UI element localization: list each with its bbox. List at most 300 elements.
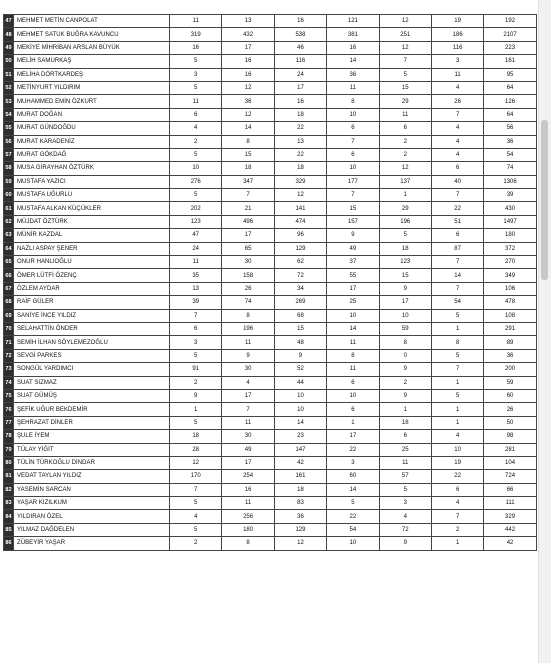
- count-cell: 3: [379, 497, 431, 510]
- row-number: 58: [4, 162, 14, 175]
- count-cell: 18: [222, 162, 274, 175]
- person-name: METİNYURT YILDIRIM: [14, 81, 170, 94]
- person-name: SANİYE İNCE YILDIZ: [14, 309, 170, 322]
- count-cell: 5: [431, 349, 483, 362]
- row-number: 47: [4, 15, 14, 28]
- count-cell: 6: [431, 162, 483, 175]
- total-cell: 291: [484, 322, 536, 335]
- table-row: [4, 202, 537, 215]
- count-cell: 2: [379, 376, 431, 389]
- count-cell: 1: [431, 322, 483, 335]
- person-name: TÜLAY YİĞİT: [14, 443, 170, 456]
- count-cell: 5: [379, 68, 431, 81]
- row-number: 73: [4, 363, 14, 376]
- row-number: 77: [4, 416, 14, 429]
- count-cell: 7: [431, 256, 483, 269]
- table-row: [4, 269, 537, 282]
- count-cell: 474: [274, 215, 326, 228]
- person-name: MÜJDAT ÖZTÜRK: [14, 215, 170, 228]
- count-cell: 7: [431, 282, 483, 295]
- count-cell: 6: [379, 122, 431, 135]
- total-cell: 36: [484, 349, 536, 362]
- count-cell: 196: [222, 322, 274, 335]
- total-cell: 95: [484, 68, 536, 81]
- person-name: SEVGİ PARKES: [14, 349, 170, 362]
- total-cell: 56: [484, 122, 536, 135]
- scrollbar-thumb[interactable]: [541, 120, 548, 280]
- person-name: MÜNİR KAZDAL: [14, 229, 170, 242]
- table-row: [4, 81, 537, 94]
- count-cell: 60: [327, 470, 379, 483]
- count-cell: 177: [327, 175, 379, 188]
- count-cell: 269: [274, 296, 326, 309]
- count-cell: 16: [222, 55, 274, 68]
- count-cell: 10: [327, 309, 379, 322]
- table-row: [4, 537, 537, 550]
- count-cell: 37: [327, 256, 379, 269]
- count-cell: 8: [379, 336, 431, 349]
- count-cell: 9: [379, 282, 431, 295]
- count-cell: 18: [379, 242, 431, 255]
- total-cell: 2107: [484, 28, 536, 41]
- total-cell: 1497: [484, 215, 536, 228]
- count-cell: 49: [327, 242, 379, 255]
- count-cell: 4: [431, 148, 483, 161]
- count-cell: 96: [274, 229, 326, 242]
- count-cell: 18: [274, 162, 326, 175]
- count-cell: 11: [327, 81, 379, 94]
- person-name: NAZLI ASPAY ŞENER: [14, 242, 170, 255]
- count-cell: 44: [274, 376, 326, 389]
- count-cell: 14: [327, 322, 379, 335]
- table-body: [4, 15, 537, 551]
- table-row: [4, 376, 537, 389]
- total-cell: 64: [484, 108, 536, 121]
- row-number: 60: [4, 189, 14, 202]
- count-cell: 54: [327, 523, 379, 536]
- count-cell: 14: [327, 55, 379, 68]
- row-number: 68: [4, 296, 14, 309]
- table-row: [4, 68, 537, 81]
- count-cell: 72: [274, 269, 326, 282]
- count-cell: 91: [170, 363, 222, 376]
- count-cell: 8: [327, 95, 379, 108]
- count-cell: 254: [222, 470, 274, 483]
- row-number: 82: [4, 483, 14, 496]
- count-cell: 4: [431, 430, 483, 443]
- count-cell: 2: [379, 135, 431, 148]
- table-row: [4, 389, 537, 402]
- table-row: [4, 108, 537, 121]
- count-cell: 11: [222, 497, 274, 510]
- row-number: 81: [4, 470, 14, 483]
- person-name: SUAT GÜMÜŞ: [14, 389, 170, 402]
- count-cell: 35: [170, 269, 222, 282]
- count-cell: 6: [327, 376, 379, 389]
- person-name: ÖZLEM AYDAR: [14, 282, 170, 295]
- table-row: [4, 296, 537, 309]
- count-cell: 65: [222, 242, 274, 255]
- count-cell: 5: [379, 229, 431, 242]
- count-cell: 10: [327, 537, 379, 550]
- count-cell: 9: [379, 537, 431, 550]
- count-cell: 158: [222, 269, 274, 282]
- count-cell: 8: [222, 135, 274, 148]
- row-number: 69: [4, 309, 14, 322]
- count-cell: 7: [170, 483, 222, 496]
- table-row: [4, 175, 537, 188]
- count-cell: 22: [274, 148, 326, 161]
- count-cell: 36: [222, 95, 274, 108]
- count-cell: 1: [170, 403, 222, 416]
- table-row: [4, 483, 537, 496]
- count-cell: 14: [222, 122, 274, 135]
- count-cell: 17: [327, 430, 379, 443]
- row-number: 66: [4, 269, 14, 282]
- row-number: 84: [4, 510, 14, 523]
- count-cell: 0: [379, 349, 431, 362]
- person-name: MUSTAFA UĞURLU: [14, 189, 170, 202]
- count-cell: 22: [431, 470, 483, 483]
- count-cell: 36: [327, 68, 379, 81]
- person-name: ŞULE İYEM: [14, 430, 170, 443]
- count-cell: 29: [379, 95, 431, 108]
- table-row: [4, 523, 537, 536]
- count-cell: 7: [327, 189, 379, 202]
- count-cell: 12: [379, 15, 431, 28]
- person-name: YAŞAR KIZILKUM: [14, 497, 170, 510]
- count-cell: 11: [327, 336, 379, 349]
- count-cell: 5: [170, 523, 222, 536]
- count-cell: 123: [379, 256, 431, 269]
- count-cell: 4: [170, 510, 222, 523]
- table-row: [4, 242, 537, 255]
- person-name: ŞEFİK UĞUR BEKDEMİR: [14, 403, 170, 416]
- count-cell: 4: [222, 376, 274, 389]
- count-cell: 26: [431, 95, 483, 108]
- count-cell: 7: [222, 403, 274, 416]
- count-cell: 19: [431, 456, 483, 469]
- count-cell: 9: [379, 363, 431, 376]
- count-cell: 18: [379, 416, 431, 429]
- count-cell: 30: [222, 430, 274, 443]
- vertical-scrollbar[interactable]: [538, 0, 551, 663]
- count-cell: 11: [327, 363, 379, 376]
- count-cell: 7: [327, 135, 379, 148]
- count-cell: 276: [170, 175, 222, 188]
- count-cell: 5: [431, 389, 483, 402]
- count-cell: 5: [170, 497, 222, 510]
- count-cell: 1: [431, 403, 483, 416]
- row-number: 52: [4, 81, 14, 94]
- count-cell: 22: [327, 510, 379, 523]
- count-cell: 18: [274, 108, 326, 121]
- count-cell: 15: [379, 269, 431, 282]
- count-cell: 3: [170, 336, 222, 349]
- row-number: 55: [4, 122, 14, 135]
- count-cell: 68: [274, 309, 326, 322]
- count-cell: 62: [274, 256, 326, 269]
- count-cell: 12: [379, 41, 431, 54]
- count-cell: 19: [431, 15, 483, 28]
- count-cell: 3: [327, 456, 379, 469]
- count-cell: 7: [222, 189, 274, 202]
- count-cell: 4: [431, 135, 483, 148]
- count-cell: 42: [274, 456, 326, 469]
- total-cell: 281: [484, 443, 536, 456]
- count-cell: 1: [431, 416, 483, 429]
- table-row: [4, 55, 537, 68]
- row-number: 86: [4, 537, 14, 550]
- table-row: [4, 256, 537, 269]
- count-cell: 6: [431, 483, 483, 496]
- person-name: MURAT KARADENİZ: [14, 135, 170, 148]
- count-cell: 6: [327, 403, 379, 416]
- row-number: 83: [4, 497, 14, 510]
- total-cell: 200: [484, 363, 536, 376]
- count-cell: 8: [222, 309, 274, 322]
- count-cell: 4: [170, 122, 222, 135]
- total-cell: 442: [484, 523, 536, 536]
- count-cell: 123: [170, 215, 222, 228]
- total-cell: 329: [484, 510, 536, 523]
- person-name: MURAT DOĞAN: [14, 108, 170, 121]
- count-cell: 3: [431, 55, 483, 68]
- person-name: VEDAT TAYLAN YILDIZ: [14, 470, 170, 483]
- count-cell: 17: [379, 296, 431, 309]
- count-cell: 5: [170, 148, 222, 161]
- count-cell: 129: [274, 523, 326, 536]
- count-cell: 18: [170, 430, 222, 443]
- count-cell: 10: [274, 389, 326, 402]
- total-cell: 349: [484, 269, 536, 282]
- count-cell: 10: [327, 162, 379, 175]
- person-name: MELİHA DÖRTKARDEŞ: [14, 68, 170, 81]
- count-cell: 16: [222, 483, 274, 496]
- total-cell: 98: [484, 430, 536, 443]
- table-row: [4, 456, 537, 469]
- count-cell: 24: [170, 242, 222, 255]
- count-cell: 161: [274, 470, 326, 483]
- row-number: 49: [4, 41, 14, 54]
- count-cell: 251: [379, 28, 431, 41]
- count-cell: 14: [274, 416, 326, 429]
- count-cell: 5: [170, 416, 222, 429]
- count-cell: 34: [274, 282, 326, 295]
- count-cell: 11: [222, 416, 274, 429]
- row-number: 72: [4, 349, 14, 362]
- count-cell: 256: [222, 510, 274, 523]
- row-number: 51: [4, 68, 14, 81]
- row-number: 85: [4, 523, 14, 536]
- total-cell: 59: [484, 376, 536, 389]
- count-cell: 5: [170, 189, 222, 202]
- count-cell: 6: [170, 322, 222, 335]
- count-cell: 4: [431, 122, 483, 135]
- count-cell: 12: [379, 162, 431, 175]
- table-row: [4, 497, 537, 510]
- person-name: ZÜBEYİR YAŞAR: [14, 537, 170, 550]
- table-row: [4, 336, 537, 349]
- count-cell: 30: [222, 256, 274, 269]
- total-cell: 60: [484, 389, 536, 402]
- table-row: [4, 135, 537, 148]
- person-name: MUHAMMED EMİN ÖZKURT: [14, 95, 170, 108]
- count-cell: 2: [379, 148, 431, 161]
- person-name: MURAT GÜNDOĞDU: [14, 122, 170, 135]
- author-count-table: [3, 14, 537, 551]
- count-cell: 16: [222, 68, 274, 81]
- total-cell: 270: [484, 256, 536, 269]
- count-cell: 13: [170, 282, 222, 295]
- person-name: MUSA GİRAYHAN ÖZTÜRK: [14, 162, 170, 175]
- count-cell: 11: [431, 68, 483, 81]
- table-row: [4, 416, 537, 429]
- count-cell: 6: [379, 430, 431, 443]
- count-cell: 3: [170, 68, 222, 81]
- table-row: [4, 122, 537, 135]
- count-cell: 141: [274, 202, 326, 215]
- table-row: [4, 363, 537, 376]
- person-name: MEHMET METİN CANPOLAT: [14, 15, 170, 28]
- count-cell: 10: [327, 389, 379, 402]
- total-cell: 724: [484, 470, 536, 483]
- total-cell: 26: [484, 403, 536, 416]
- count-cell: 319: [170, 28, 222, 41]
- count-cell: 5: [170, 81, 222, 94]
- count-cell: 17: [222, 456, 274, 469]
- table-row: [4, 189, 537, 202]
- table-row: [4, 322, 537, 335]
- count-cell: 12: [274, 189, 326, 202]
- count-cell: 83: [274, 497, 326, 510]
- count-cell: 48: [274, 336, 326, 349]
- table-row: [4, 95, 537, 108]
- count-cell: 49: [222, 443, 274, 456]
- count-cell: 52: [274, 363, 326, 376]
- document-page: [3, 14, 536, 551]
- count-cell: 16: [327, 41, 379, 54]
- count-cell: 381: [327, 28, 379, 41]
- count-cell: 51: [431, 215, 483, 228]
- count-cell: 11: [170, 256, 222, 269]
- row-number: 74: [4, 376, 14, 389]
- person-name: SONGÜL YARDIMCI: [14, 363, 170, 376]
- count-cell: 2: [170, 135, 222, 148]
- count-cell: 6: [170, 108, 222, 121]
- table-row: [4, 430, 537, 443]
- count-cell: 11: [170, 95, 222, 108]
- count-cell: 4: [431, 497, 483, 510]
- count-cell: 28: [170, 443, 222, 456]
- count-cell: 7: [431, 189, 483, 202]
- row-number: 62: [4, 215, 14, 228]
- count-cell: 186: [431, 28, 483, 41]
- row-number: 78: [4, 430, 14, 443]
- count-cell: 180: [222, 523, 274, 536]
- count-cell: 14: [327, 483, 379, 496]
- person-name: YILDIRAN ÖZEL: [14, 510, 170, 523]
- count-cell: 10: [379, 309, 431, 322]
- total-cell: 1306: [484, 175, 536, 188]
- count-cell: 202: [170, 202, 222, 215]
- count-cell: 9: [274, 349, 326, 362]
- row-number: 70: [4, 322, 14, 335]
- count-cell: 59: [379, 322, 431, 335]
- row-number: 71: [4, 336, 14, 349]
- total-cell: 66: [484, 483, 536, 496]
- person-name: TÜLİN TÜRKOĞLU DİNDAR: [14, 456, 170, 469]
- count-cell: 7: [431, 510, 483, 523]
- row-number: 59: [4, 175, 14, 188]
- table-row: [4, 349, 537, 362]
- count-cell: 8: [431, 336, 483, 349]
- count-cell: 170: [170, 470, 222, 483]
- count-cell: 2: [170, 376, 222, 389]
- count-cell: 22: [431, 202, 483, 215]
- person-name: MEKİYE MİHRİBAN ARSLAN BÜYÜK: [14, 41, 170, 54]
- count-cell: 157: [327, 215, 379, 228]
- count-cell: 5: [170, 349, 222, 362]
- person-name: MELİH SAMURKAŞ: [14, 55, 170, 68]
- row-number: 64: [4, 242, 14, 255]
- total-cell: 39: [484, 189, 536, 202]
- count-cell: 11: [379, 456, 431, 469]
- count-cell: 17: [327, 282, 379, 295]
- table-row: [4, 215, 537, 228]
- count-cell: 18: [274, 483, 326, 496]
- person-name: ONUR HANLIOĞLU: [14, 256, 170, 269]
- count-cell: 11: [379, 108, 431, 121]
- total-cell: 430: [484, 202, 536, 215]
- total-cell: 89: [484, 336, 536, 349]
- person-name: MURAT GÖKDAĞ: [14, 148, 170, 161]
- total-cell: 42: [484, 537, 536, 550]
- count-cell: 9: [170, 389, 222, 402]
- count-cell: 12: [274, 537, 326, 550]
- count-cell: 4: [431, 81, 483, 94]
- person-name: MEHMET SATUK BUĞRA KAVUNCU: [14, 28, 170, 41]
- count-cell: 17: [222, 229, 274, 242]
- count-cell: 22: [327, 443, 379, 456]
- person-name: MUSTAFA YAZICI: [14, 175, 170, 188]
- count-cell: 17: [222, 41, 274, 54]
- total-cell: 104: [484, 456, 536, 469]
- count-cell: 5: [379, 483, 431, 496]
- count-cell: 14: [431, 269, 483, 282]
- count-cell: 147: [274, 443, 326, 456]
- count-cell: 74: [222, 296, 274, 309]
- count-cell: 21: [222, 202, 274, 215]
- count-cell: 54: [431, 296, 483, 309]
- count-cell: 8: [222, 537, 274, 550]
- count-cell: 16: [274, 15, 326, 28]
- count-cell: 12: [222, 81, 274, 94]
- count-cell: 15: [222, 148, 274, 161]
- count-cell: 10: [431, 443, 483, 456]
- count-cell: 40: [431, 175, 483, 188]
- count-cell: 1: [431, 537, 483, 550]
- row-number: 48: [4, 28, 14, 41]
- count-cell: 116: [431, 41, 483, 54]
- count-cell: 15: [274, 322, 326, 335]
- count-cell: 13: [274, 135, 326, 148]
- row-number: 67: [4, 282, 14, 295]
- row-number: 61: [4, 202, 14, 215]
- count-cell: 137: [379, 175, 431, 188]
- row-number: 75: [4, 389, 14, 402]
- count-cell: 87: [431, 242, 483, 255]
